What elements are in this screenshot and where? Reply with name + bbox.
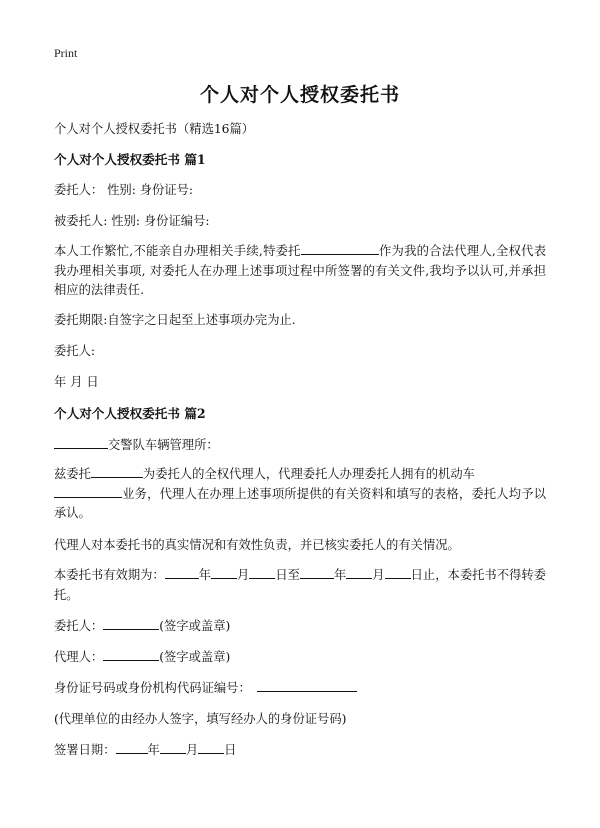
section1-signature-line: 委托人: [54, 344, 96, 358]
section2-sign-date-line [54, 740, 546, 760]
vehicle-business-blank [54, 485, 122, 498]
document-subtitle: 个人对个人授权委托书（精选16篇） [54, 122, 255, 136]
end-day-label: 日止，本委托书不得转委托。 [54, 568, 546, 602]
agent-label: 代理人： [54, 650, 104, 664]
section2-p1-start: 兹委托 [54, 467, 91, 481]
section2-principal-sign-line [54, 616, 546, 636]
end-year-label: 年 [333, 568, 347, 582]
validity-lead: 本委托书有效期为： [54, 568, 165, 582]
section2-validity-paragraph [54, 566, 546, 605]
document-title: 个人对个人授权委托书 [199, 84, 400, 106]
principal-sign-blank [103, 617, 159, 630]
id-label: 身份证号码或身份机构代码证编号： [54, 681, 251, 695]
section2-note-line: (代理单位的由经办人签字，填写经办人的身份证号码) [54, 712, 347, 726]
section1-body-start: 本人工作繁忙,不能亲自办理相关手续,特委托 [54, 244, 301, 258]
section1-date-line: 年 月 日 [54, 375, 99, 389]
agent-sign-note: (签字或盖章) [159, 650, 231, 664]
section1-principal-line: 委托人： 性别: 身份证号: [54, 183, 194, 197]
end-month-blank [346, 566, 372, 579]
section2-p1-middle: 为委托人的全权代理人，代理委托人办理委托人拥有的机动车 [142, 467, 475, 481]
end-day-blank [385, 566, 411, 579]
start-year-label: 年 [198, 568, 212, 582]
section2-id-line [54, 678, 546, 698]
section2-paragraph-1 [54, 465, 546, 524]
agent-sign-blank [103, 648, 159, 661]
end-month-label: 月 [372, 568, 385, 582]
section2-addressee-line [54, 435, 546, 455]
sign-day-label: 日 [224, 743, 237, 757]
start-day-blank [249, 566, 275, 579]
addressee-blank [54, 436, 108, 449]
section1-period-line: 委托期限:自签字之日起至上述事项办完为止. [54, 313, 296, 327]
start-year-blank [165, 566, 199, 579]
section1-body-paragraph [54, 242, 546, 301]
section2-p1-end: 业务，代理人在办理上述事项所提供的有关资料和填写的表格，委托人均予以承认。 [54, 486, 546, 520]
sign-day-blank [198, 741, 224, 754]
sign-year-blank [116, 741, 148, 754]
section1-heading: 个人对个人授权委托书 篇1 [54, 152, 206, 167]
start-month-blank [211, 566, 237, 579]
section1-agent-line: 被委托人: 性别: 身份证编号: [54, 214, 210, 228]
section2-addressee: 交警队车辆管理所： [108, 438, 219, 452]
section1-body-end: 作为我的合法代理人,全权代表我办理相关事项, 对委托人在办理上述事项过程中所签署的有关文件,我均予以认可,并承担相应的法律责任. [54, 244, 546, 297]
principal-label: 委托人： [54, 619, 104, 633]
agent-name-blank [301, 242, 379, 255]
end-year-blank [300, 566, 334, 579]
id-number-blank [257, 679, 357, 692]
sign-date-label: 签署日期： [54, 743, 116, 757]
start-day-label: 日至 [275, 568, 300, 582]
principal-sign-note: (签字或盖章) [159, 619, 231, 633]
print-link[interactable]: Print [54, 46, 78, 60]
start-month-label: 月 [237, 568, 250, 582]
section2-paragraph-2: 代理人对本委托书的真实情况和有效性负责，并已核实委托人的有关情况。 [54, 538, 460, 552]
section2-heading: 个人对个人授权委托书 篇2 [54, 406, 206, 421]
sign-month-blank [160, 741, 186, 754]
sign-month-label: 月 [185, 743, 199, 757]
delegate-blank [91, 465, 143, 478]
section2-agent-sign-line [54, 647, 546, 667]
sign-year-label: 年 [147, 743, 160, 757]
